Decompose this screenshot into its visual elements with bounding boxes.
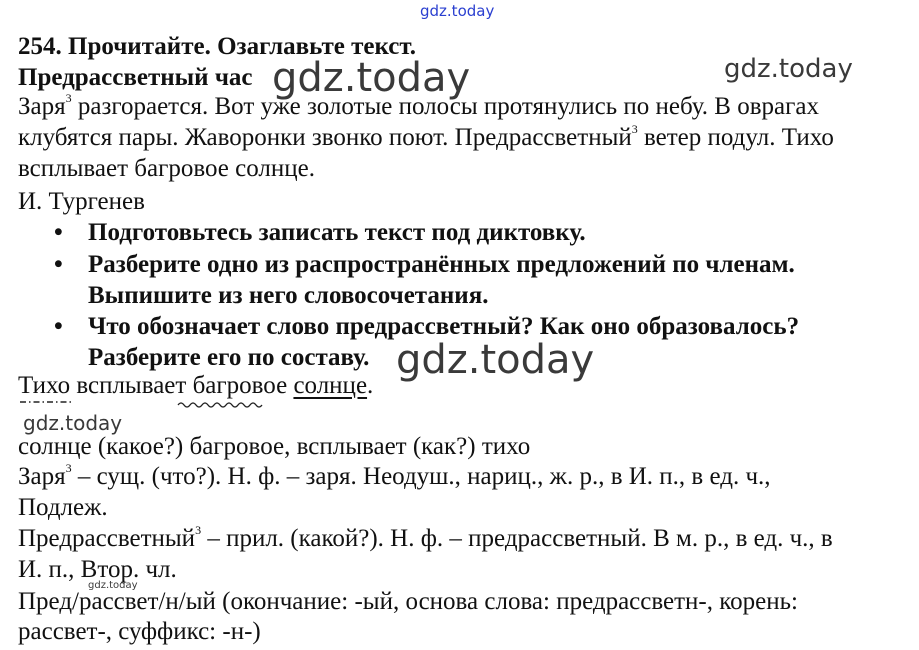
parsing-marks xyxy=(18,397,278,417)
phrase-line: солнце (какое?) багровое, всплывает (как?) тихо xyxy=(18,433,531,460)
text-line-2: клубятся пары. Жаворонки звонко поют. Предрассветный$^3$ ветер подул. Тихо xyxy=(18,122,834,151)
watermark-large-2: gdz.today xyxy=(396,337,595,383)
text-line-1: Заря$^3$ разгорается. Вот уже золотые полосы протянулись по небу. В оврагах xyxy=(18,91,819,120)
attribute-wavy-mark xyxy=(178,403,262,407)
task-2-line-2: Выпишите из него словосочетания. xyxy=(88,282,489,309)
watermark-large-1: gdz.today xyxy=(272,55,471,101)
exercise-heading: 254. Прочитайте. Озаглавьте текст. xyxy=(18,33,416,60)
morphemic-analysis-line-2: рассвет-, суффикс: -н-) xyxy=(18,618,261,645)
task-3-line-2: Разберите его по составу. xyxy=(88,344,370,371)
zarya-analysis-line-1: Заря$^3$ – сущ. (что?). Н. ф. – заря. Неодуш., нариц., ж. р., в И. п., в ед. ч., xyxy=(18,461,771,490)
task-2-line-1: Разберите одно из распространённых предложений по членам. xyxy=(88,251,795,278)
adjective-analysis-line-1: Предрассветный$^3$ – прил. (какой?). Н. ф. – предрассветный. В м. р., в ед. ч., в xyxy=(18,523,833,552)
subject-underlined: солнце xyxy=(293,372,368,399)
text-title: Предрассветный час xyxy=(18,64,253,91)
task-3-line-1: Что обозначает слово предрассветный? Как оно образовалось? xyxy=(88,313,800,340)
zarya-analysis-line-2: Подлеж. xyxy=(18,494,108,521)
text-line-3: всплывает багровое солнце. xyxy=(18,155,315,182)
task-1-line-1: Подготовьтесь записать текст под диктовку. xyxy=(88,219,586,246)
watermark-top: gdz.today xyxy=(420,2,495,20)
author: И. Тургенев xyxy=(18,188,145,215)
bullet-1: • xyxy=(54,219,63,246)
watermark-right: gdz.today xyxy=(724,54,853,84)
adjective-analysis-line-2: И. п., Втор. чл. xyxy=(18,556,177,583)
bullet-2: • xyxy=(54,251,63,278)
parsed-sentence: Тихо всплывает багровое солнце. xyxy=(18,372,374,399)
watermark-small: gdz.today xyxy=(23,411,123,435)
bullet-3: • xyxy=(54,313,63,340)
morphemic-analysis-line-1: Пред/рассвет/н/ый (окончание: -ый, основа слова: предрассветн-, корень: xyxy=(18,588,798,615)
watermark-tiny: gdz.today xyxy=(88,580,138,591)
